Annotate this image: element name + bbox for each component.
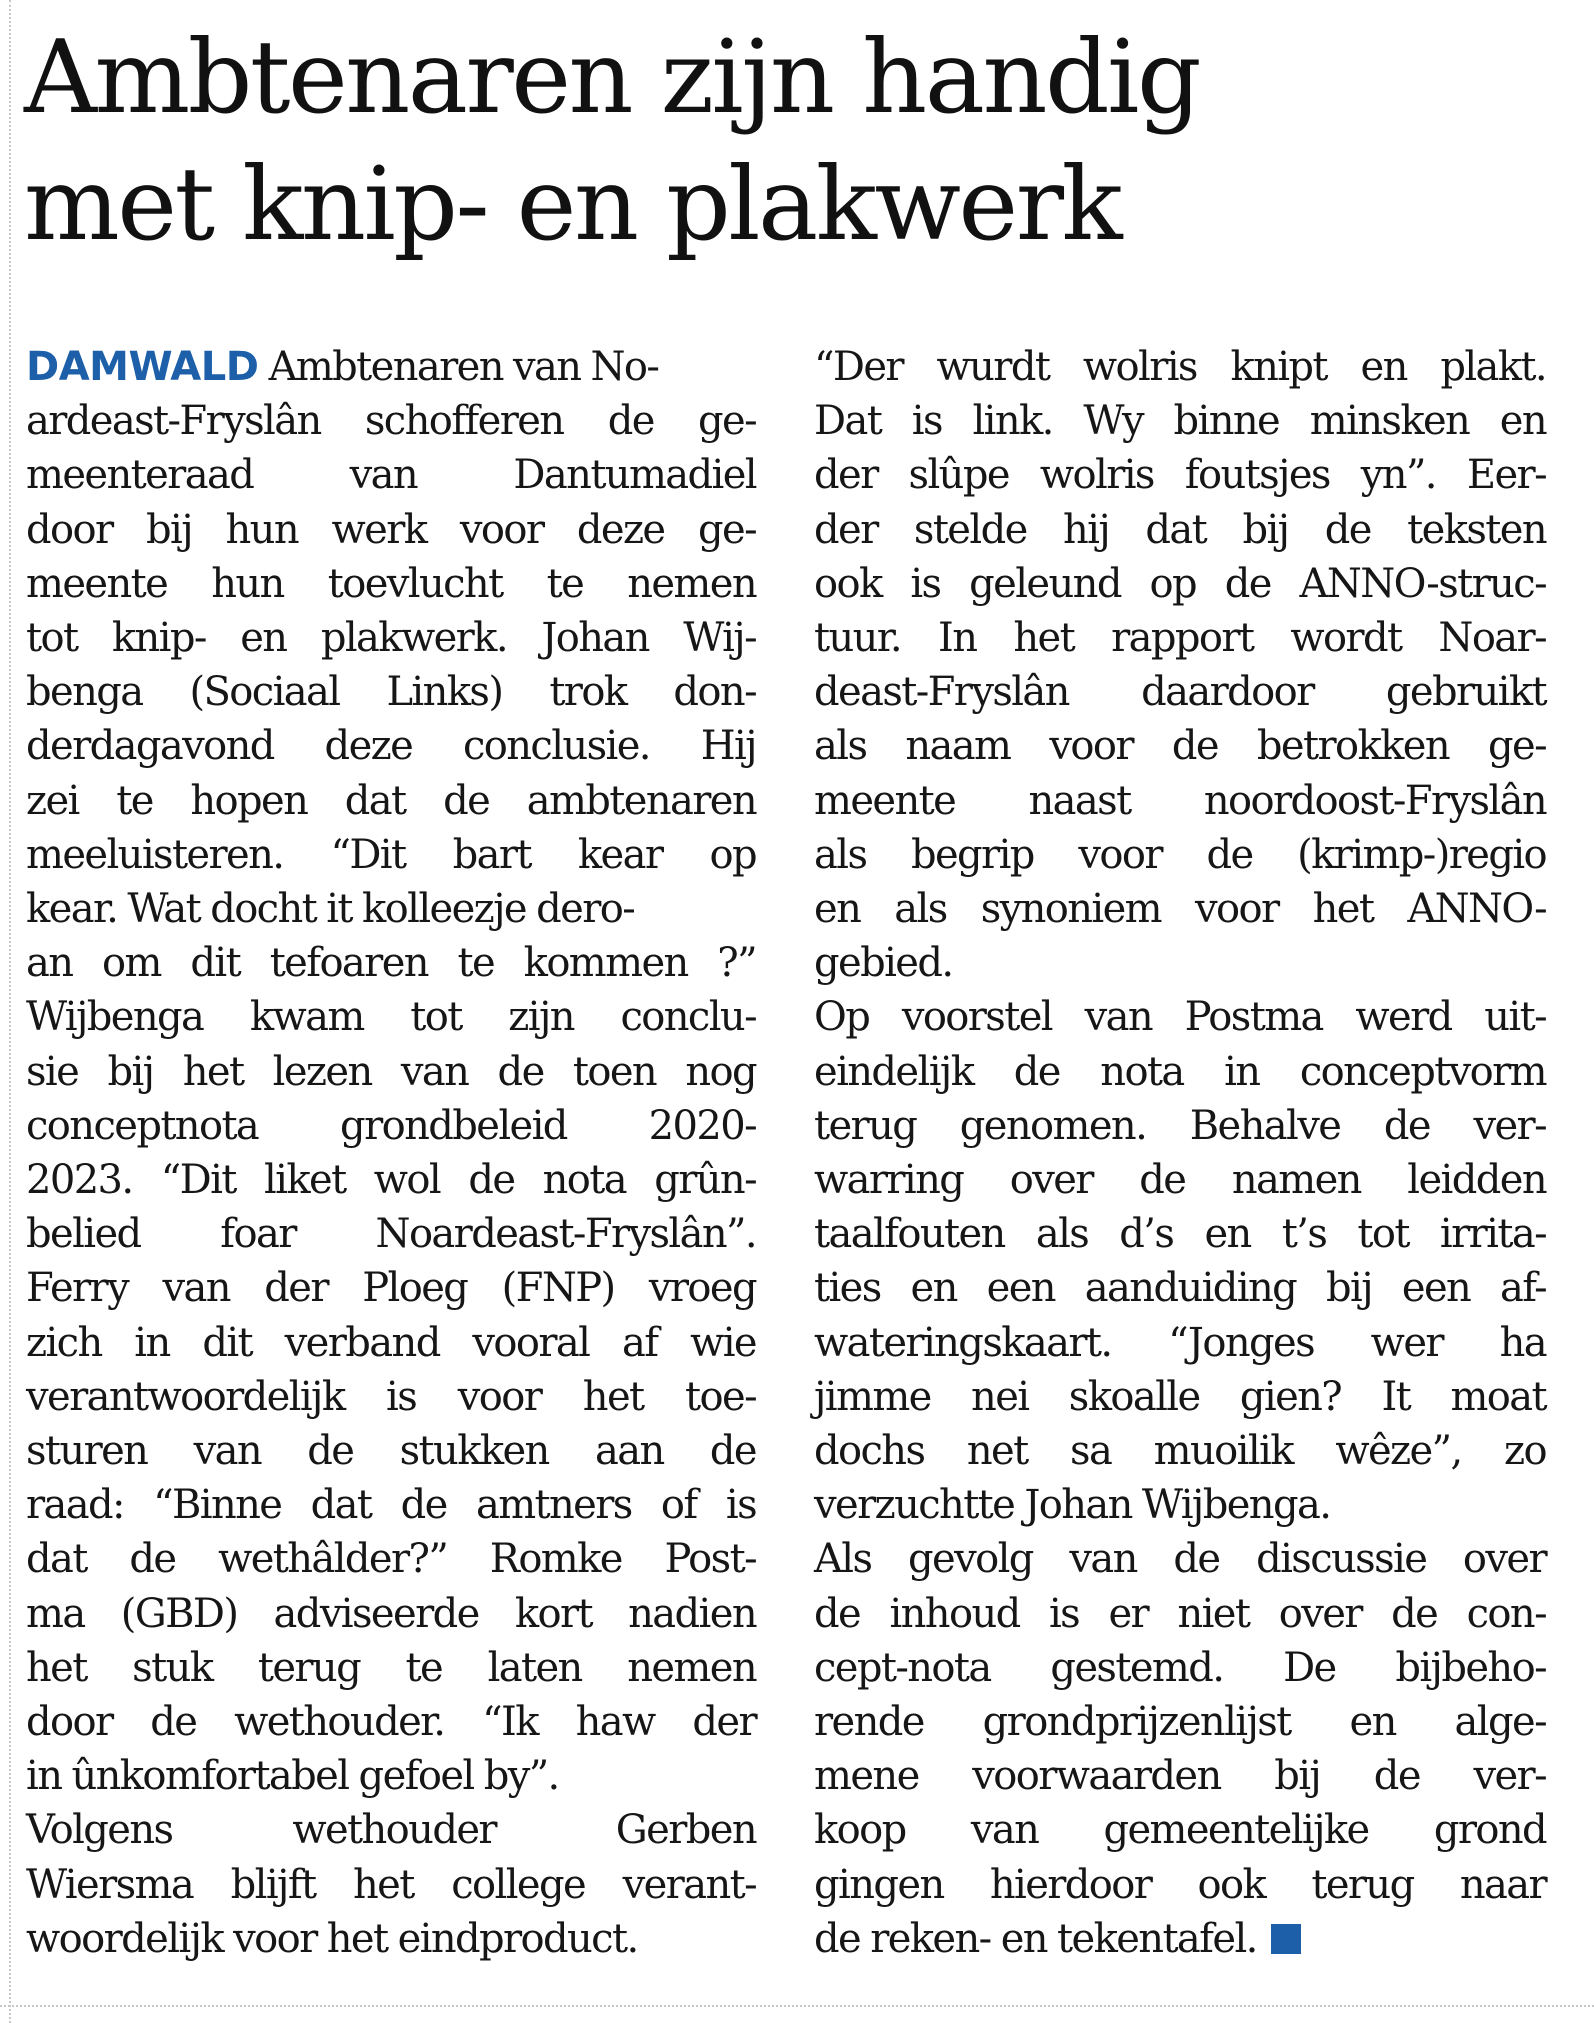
text-line-left-16: 2023. “Dit liket wol de nota grûn-: [26, 1157, 756, 1204]
text-line-left-27: in ûnkomfortabel gefoel by”.: [26, 1753, 559, 1800]
text-line-right-13: Op voorstel van Postma werd uit-: [814, 994, 1546, 1041]
text-line-right-10: als begrip voor de (krimp-)regio: [814, 831, 1546, 878]
headline: [24, 14, 1564, 268]
text-line-left-1: Ambtenaren van No-: [268, 344, 659, 390]
text-line-left-14: sie bij het lezen van de toen nog: [26, 1048, 756, 1095]
text-line-right-1: “Der wurdt wolris knipt en plakt.: [814, 344, 1546, 390]
dateline: DAMWALD: [26, 344, 259, 390]
text-line-left-22: raad: “Binne dat de amtners of is: [26, 1482, 756, 1529]
text-line-right-21: dochs net sa muoilik wêze”, zo: [814, 1428, 1546, 1475]
article-column-left: [26, 340, 756, 1966]
text-line-left-15: conceptnota grondbeleid 2020-: [26, 1102, 756, 1149]
text-line-left-17: belied foar Noardeast-Fryslân”.: [26, 1211, 756, 1258]
text-line-right-7: deast-Fryslân daardoor gebruikt: [814, 669, 1546, 716]
text-line-right-2: Dat is link. Wy binne minsken en: [814, 398, 1546, 445]
article-paragraph-1: [26, 340, 756, 1966]
text-line-right-24: de inhoud is er niet over de con-: [814, 1590, 1546, 1637]
text-line-right-15: terug genomen. Behalve de ver-: [814, 1102, 1546, 1149]
text-line-left-7: benga (Sociaal Links) trok don-: [26, 669, 756, 716]
text-line-left-18: Ferry van der Ploeg (FNP) vroeg: [26, 1265, 756, 1312]
text-line-left-12: an om dit tefoaren te kommen ?”: [26, 940, 756, 987]
end-of-article-icon: [1271, 1924, 1301, 1954]
text-line-left-11: kear. Wat docht it kolleezje dero-: [26, 886, 635, 933]
text-line-left-30: woordelijk voor het eindproduct.: [26, 1915, 638, 1962]
text-line-right-6: tuur. In het rapport wordt Noar-: [814, 615, 1546, 662]
text-line-right-29: gingen hierdoor ook terug naar: [814, 1861, 1546, 1908]
text-line-right-30: de reken- en tekentafel.: [814, 1912, 1546, 1966]
text-line-left-4: door bij hun werk voor deze ge-: [26, 506, 756, 553]
text-line-left-28: Volgens wethouder Gerben: [26, 1807, 756, 1854]
right-column-text: [814, 340, 1546, 1966]
text-line-left-8: derdagavond deze conclusie. Hij: [26, 723, 756, 770]
text-line-right-25: cept-nota gestemd. De bijbeho-: [814, 1644, 1546, 1691]
text-line-right-23: Als gevolg van de discussie over: [814, 1536, 1546, 1583]
text-line-right-9: meente naast noordoost-Fryslân: [814, 777, 1546, 824]
text-line-right-19: wateringskaart. “Jonges wer ha: [814, 1319, 1546, 1366]
text-line-left-21: sturen van de stukken aan de: [26, 1428, 756, 1475]
text-line-left-9: zei te hopen dat de ambtenaren: [26, 777, 756, 824]
text-line-right-16: warring over de namen leidden: [814, 1157, 1546, 1204]
text-line-right-5: ook is geleund op de ANNO-struc-: [814, 560, 1546, 607]
article-column-right: [814, 340, 1546, 1966]
text-line-left-20: verantwoordelijk is voor het toe-: [26, 1373, 756, 1420]
text-line-right-12: gebied.: [814, 940, 953, 987]
text-line-right-4: der stelde hij dat bij de teksten: [814, 506, 1546, 553]
text-line-right-27: mene voorwaarden bij de ver-: [814, 1753, 1546, 1800]
text-line-right-22: verzuchtte Johan Wijbenga.: [814, 1482, 1331, 1529]
text-line-left-5: meente hun toevlucht te nemen: [26, 560, 756, 607]
text-line-left-2: ardeast-Fryslân schofferen de ge-: [26, 398, 756, 445]
text-line-left-29: Wiersma blijft het college verant-: [26, 1861, 756, 1908]
text-line-right-3: der slûpe wolris foutsjes yn”. Eer-: [814, 452, 1546, 499]
text-line-right-14: eindelijk de nota in conceptvorm: [814, 1048, 1546, 1095]
text-line-left-19: zich in dit verband vooral af wie: [26, 1319, 756, 1366]
article-paragraph-2-continued: [814, 340, 1546, 1966]
text-line-left-13: Wijbenga kwam tot zijn conclu-: [26, 994, 756, 1041]
column-rule-left: [9, 0, 11, 2023]
text-line-right-8: als naam voor de betrokken ge-: [814, 723, 1546, 770]
paragraph-1-text: [26, 344, 756, 1966]
text-line-left-10: meeluisteren. “Dit bart kear op: [26, 831, 756, 878]
text-line-left-23: dat de wethâlder?” Romke Post-: [26, 1536, 756, 1583]
text-line-left-25: het stuk terug te laten nemen: [26, 1644, 756, 1691]
text-line-right-26: rende grondprijzenlijst en alge-: [814, 1699, 1546, 1746]
text-line-left-26: door de wethouder. “Ik haw der: [26, 1699, 756, 1746]
text-line-right-17: taalfouten als d’s en t’s tot irrita-: [814, 1211, 1546, 1258]
text-line-left-6: tot knip- en plakwerk. Johan Wij-: [26, 615, 756, 662]
text-line-right-18: ties en een aanduiding bij een af-: [814, 1265, 1546, 1312]
page-bottom-rule: [0, 2005, 1594, 2007]
headline-line-1: Ambtenaren zijn handig: [24, 18, 1200, 136]
text-line-left-24: ma (GBD) adviseerde kort nadien: [26, 1590, 756, 1637]
headline-line-2: met knip- en plakwerk: [24, 145, 1121, 263]
text-line-left-3: meenteraad van Dantumadiel: [26, 452, 756, 499]
text-line-right-20: jimme nei skoalle gien? It moat: [814, 1373, 1546, 1420]
text-line-right-11: en als synoniem voor het ANNO-: [814, 886, 1546, 933]
text-line-right-28: koop van gemeentelijke grond: [814, 1807, 1546, 1854]
